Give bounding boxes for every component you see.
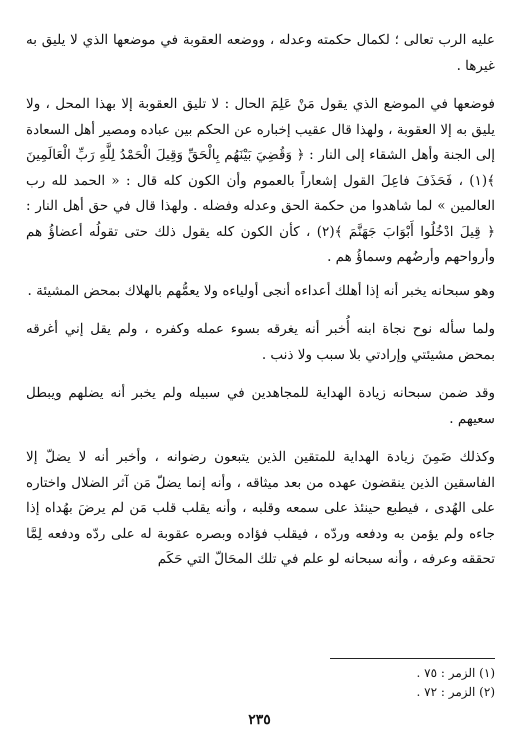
footnote-divider [330, 658, 495, 659]
footnotes [195, 664, 495, 702]
page-number: ٢٣٥ [248, 712, 271, 728]
footnote-2: (٢) الزمر : ٧٢ . [416, 685, 495, 699]
paragraph-5: وقد ضمن سبحانه زيادة الهداية للمجاهدين في سبيله ولم يخبر أنه يضلهم ويبطل سعيهم . [26, 385, 495, 427]
paragraph-3: وهو سبحانه يخبر أنه إذا أهلك أعداءه أنجى أولياءه ولا يعمُّهم بالهلاك بمحض المشيئة . [27, 282, 495, 299]
paragraph-1: عليه الرب تعالى ؛ لكمال حكمته وعدله ، ووضعه العقوبة في موضعها الذي لا يليق به غيرها . [26, 32, 495, 74]
paragraph-4: ولما سأله نوح نجاة ابنه أُخبر أنه يغرقه بسوء عمله وكفره ، ولم يقل إني أغرقه بمحض مشيئتي وإرادتي بلا سبب ولا ذنب . [26, 321, 495, 363]
main-text [26, 28, 495, 573]
paragraph-6: وكذلك ضَمِنَ زيادة الهداية للمتقين الذين يتبعون رضوانه ، وأخبر أنه لا يضلّ إلا الفاسقين الذين ينقضون عهده من بعد ميثاقه ، وأنه إنما يضلّ مَن آثر الضلال واختاره على الهُدى ، فيطبع حينئذ على سمعه وقلبه ، وأنه يقلب قلب مَن لم يرضَ بهُداه إذا جاءه ولم يؤمن به ودفعه وردّه ، فيقلب فؤاده وبصره عقوبة له على ردّه ودفعه لِمَّا تحققه وعرفه ، وأنه سبحانه لو علم في تلك المحَالّ التي حَكَم [26, 449, 495, 567]
footnote-1: (١) الزمر : ٧٥ . [416, 666, 495, 680]
paragraph-2: فوضعها في الموضع الذي يقول مَنْ عَلِمَ الحال : لا تليق العقوبة إلا بهذا المحل ، ولا يليق به إلا العقوبة ، ولهذا قال عقيب إخباره عن الحكم بين عباده ومصير أهل السعادة إلى الجنة وأهل الشقاء إلى النار : ﴿ وَقُضِيَ بَيْنَهُم بِالْحَقِّ وَقِيلَ الْحَمْدُ لِلَّهِ رَبِّ الْعَالَمِينَ ﴾(١) ، فَحَذَفَ فاعِلَ القول إشعاراً بالعموم وأن الكون كله قال : « الحمد لله رب العالمين » لما شاهدوا من حكمة الحق وعدله وفضله . ولهذا قال في حق أهل النار : ﴿ قِيلَ ادْخُلُوا أَبْوَابَ جَهَنَّمَ ﴾(٢) ، كأن الكون كله يقول ذلك حتى تقولُه أعضاؤُ هم وأرواحهم وأرضُهم وسماؤُ هم . [26, 96, 495, 265]
